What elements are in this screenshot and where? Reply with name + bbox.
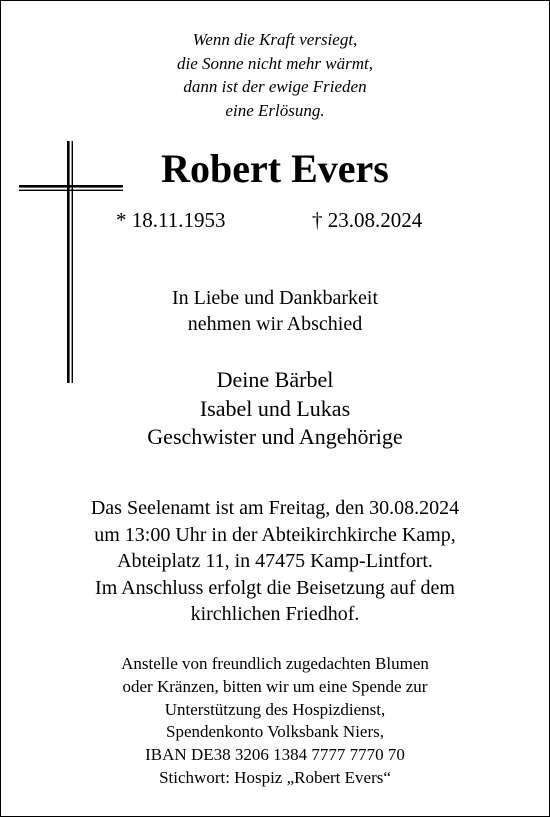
service-line: Das Seelenamt ist am Freitag, den 30.08.2024 — [90, 497, 460, 519]
quote-line: die Sonne nicht mehr wärmt, — [177, 53, 373, 73]
birth-date: * 18.11.1953 — [116, 208, 226, 232]
farewell-line: nehmen wir Abschied — [187, 313, 363, 335]
family-line: Deine Bärbel — [216, 367, 334, 392]
family-line: Geschwister und Angehörige — [147, 424, 403, 449]
quote-line: eine Erlösung. — [225, 100, 325, 120]
donation-info — [1, 653, 549, 790]
death-date: † 23.08.2024 — [312, 208, 423, 232]
quote-line: dann ist der ewige Frieden — [183, 77, 367, 96]
donation-line: Stichwort: Hospiz „Robert Evers“ — [159, 767, 391, 787]
service-line: kirchlichen Friedhof. — [190, 603, 360, 625]
family-list — [1, 366, 549, 452]
donation-line: Unterstützung des Hospizdienst, — [164, 699, 386, 719]
service-info — [1, 495, 549, 628]
donation-line: oder Kränzen, bitten wir um eine Spende zur — [122, 676, 428, 696]
farewell-line: In Liebe und Dankbarkeit — [171, 287, 379, 309]
service-line: um 13:00 Uhr in der Abteikirchkirche Kamp, — [94, 523, 456, 546]
farewell-text — [1, 285, 549, 337]
donation-line: Spendenkonto Volksbank Niers, — [165, 722, 384, 742]
service-line: Im Anschluss erfolgt die Beisetzung auf dem — [95, 576, 455, 599]
deceased-name: Robert Evers — [161, 146, 389, 191]
donation-line: Anstelle von freundlich zugedachten Blumen — [121, 654, 429, 673]
family-line: Isabel und Lukas — [199, 395, 351, 421]
service-line: Abteiplatz 11, in 47475 Kamp-Lintfort. — [117, 550, 433, 572]
quote-line: Wenn die Kraft versiegt, — [192, 30, 358, 49]
memorial-quote — [1, 28, 549, 122]
donation-line: IBAN DE38 3206 1384 7777 7770 70 — [145, 745, 405, 765]
